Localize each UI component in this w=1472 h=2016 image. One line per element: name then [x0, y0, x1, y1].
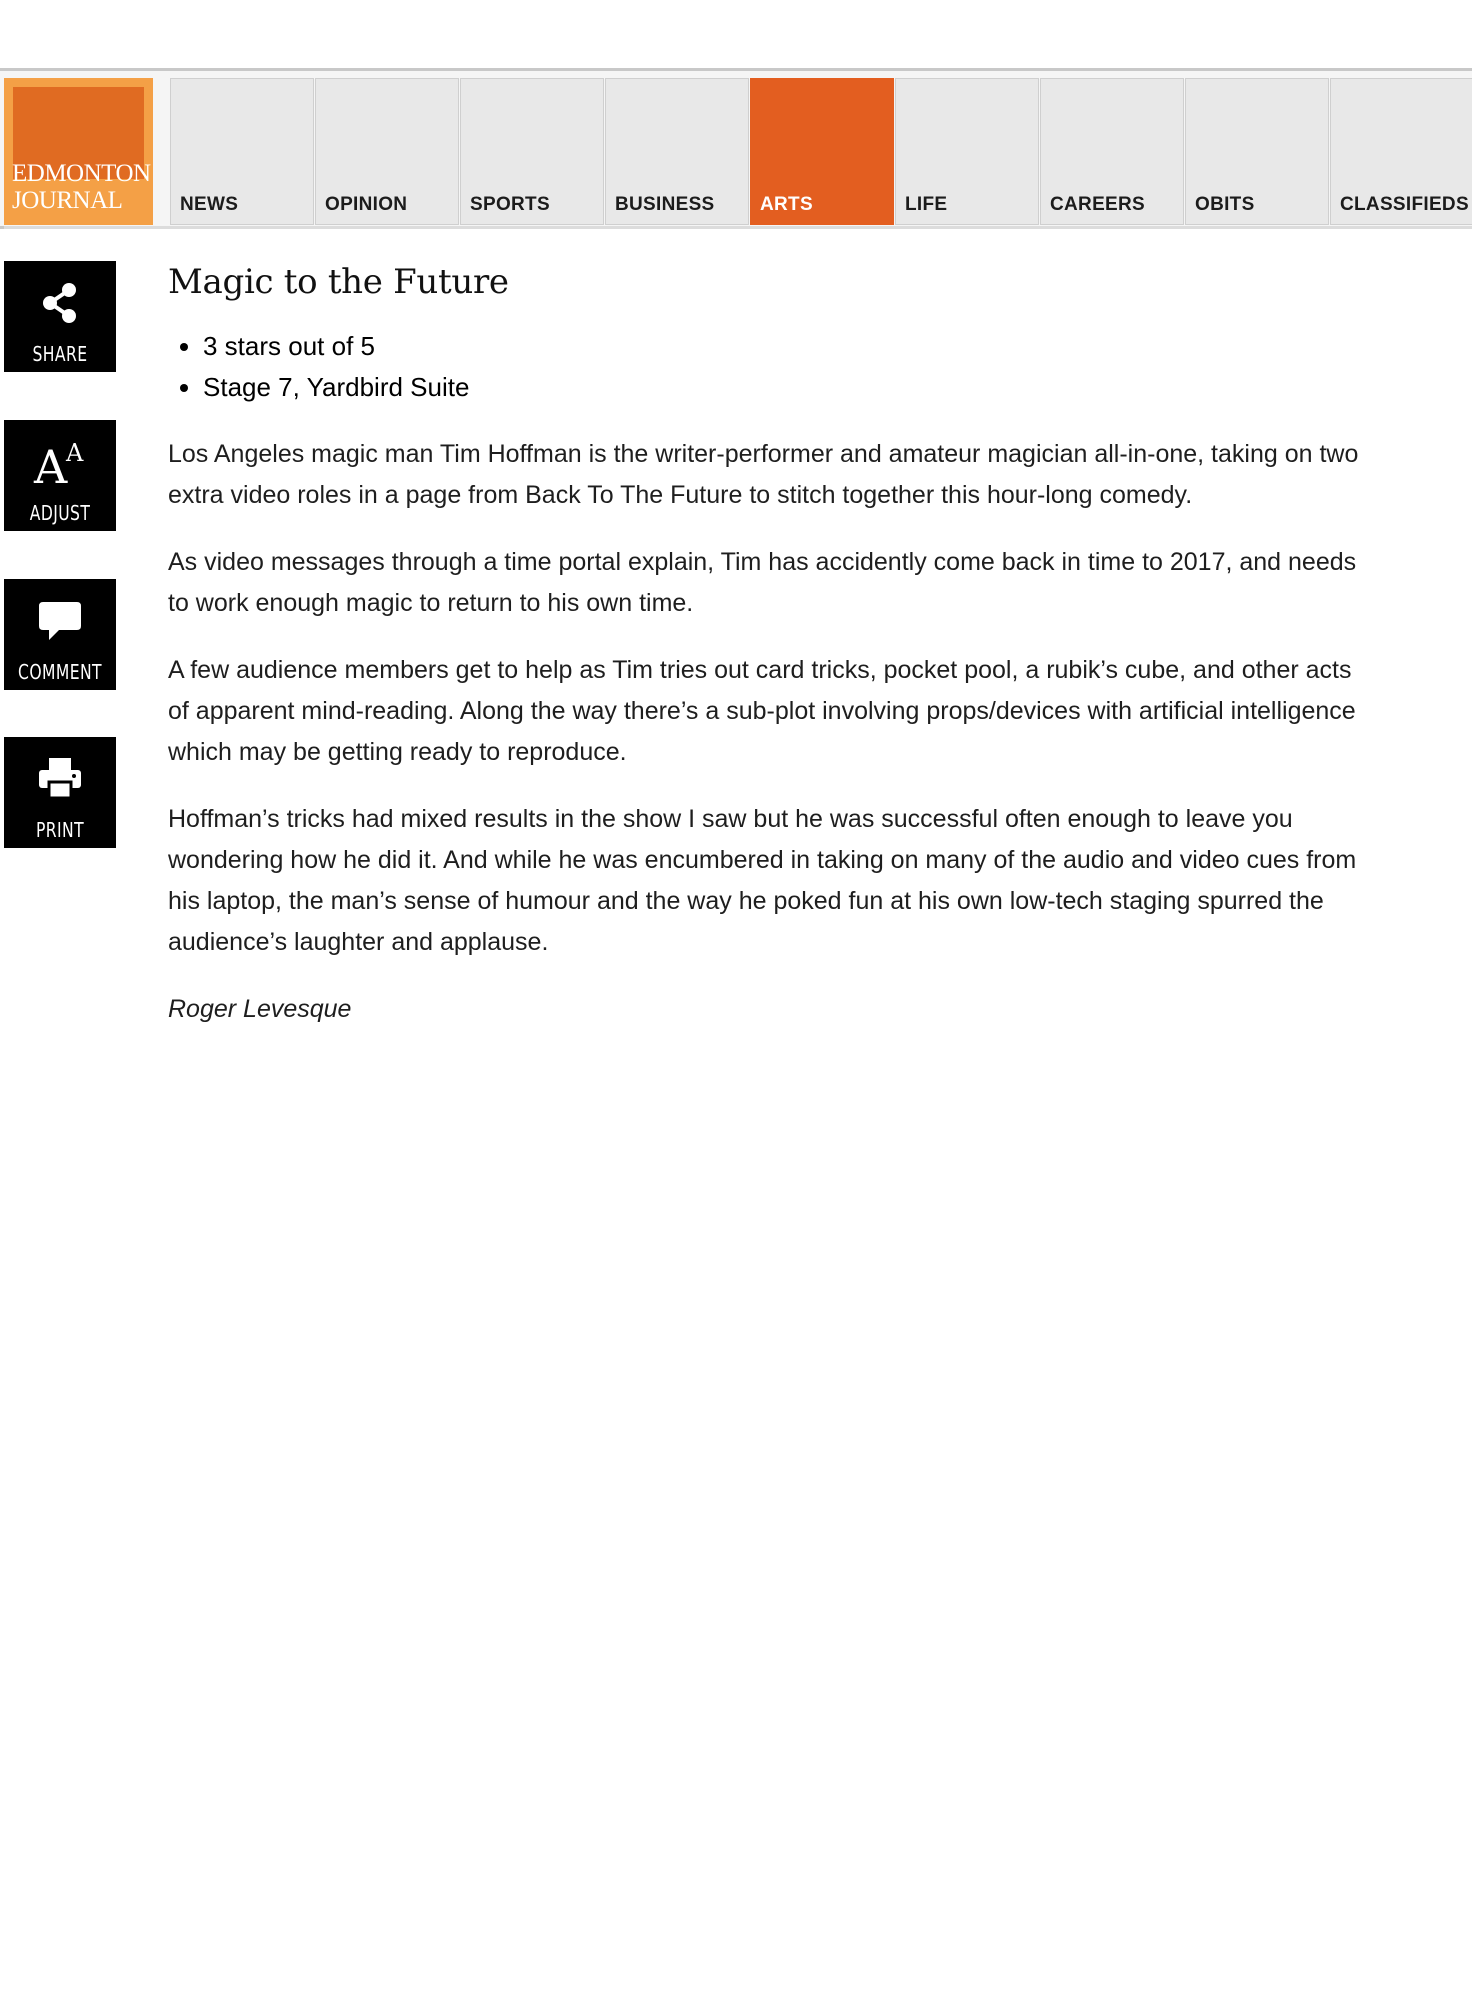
article-title: Magic to the Future [168, 262, 509, 302]
nav-item-news[interactable] [170, 78, 314, 225]
comment-button[interactable] [4, 579, 116, 690]
adjust-text-button[interactable] [4, 420, 116, 531]
logo-line-1: EDMONTON [12, 160, 151, 187]
nav-divider [4, 226, 1472, 229]
share-icon [4, 279, 116, 327]
logo-wordmark [12, 160, 152, 214]
venue-fact: • Stage 7, Yardbird Suite [203, 367, 1368, 408]
nav-item-classifieds[interactable] [1330, 78, 1472, 225]
nav-item-careers[interactable] [1040, 78, 1184, 225]
rating-fact: • 3 stars out of 5 [203, 326, 1368, 367]
nav-item-label: ARTS [760, 194, 813, 215]
article-paragraph: A few audience members get to help as Tim tries out card tricks, pocket pool, a rubik’s cube, and other acts of apparent mind-reading. Along the way there’s a sub-plot involving props/devices with artificial intelligence which may be getting ready to reproduce. [168, 656, 1356, 766]
nav-item-arts[interactable] [750, 78, 894, 225]
nav-item-label: NEWS [180, 194, 239, 215]
nav-item-label: SPORTS [470, 194, 550, 215]
nav-item-label: LIFE [905, 194, 948, 215]
nav-item-obits[interactable] [1185, 78, 1329, 225]
nav-item-opinion[interactable] [315, 78, 459, 225]
printer-icon [4, 755, 116, 803]
comment-label: COMMENT [18, 660, 102, 684]
nav-item-life[interactable] [895, 78, 1039, 225]
nav-item-business[interactable] [605, 78, 749, 225]
logo-line-2: JOURNAL [12, 187, 123, 214]
author-byline: Roger Levesque [168, 995, 352, 1023]
print-button[interactable] [4, 737, 116, 848]
adjust-label: ADJUST [29, 501, 91, 525]
speech-bubble-icon [4, 597, 116, 645]
nav-menu [170, 78, 1472, 225]
svg-text:A: A [34, 440, 68, 487]
print-label: PRINT [35, 818, 84, 842]
nav-item-label: OPINION [325, 194, 408, 215]
article-paragraph: Hoffman’s tricks had mixed results in the show I saw but he was successful often enough to leave you wondering how he did it. And while he was encumbered in taking on many of the audio and video cues from his laptop, the man’s sense of humour and the way he poked fun at his own low-tech staging spurred the audience’s laughter and applause. [168, 805, 1357, 956]
nav-item-label: CLASSIFIEDS [1340, 194, 1469, 215]
share-label: SHARE [32, 342, 88, 366]
article [168, 258, 1368, 1030]
edmonton-journal-logo[interactable] [4, 78, 153, 225]
share-button[interactable] [4, 261, 116, 372]
nav-item-label: BUSINESS [615, 194, 715, 215]
font-size-icon [4, 438, 116, 486]
svg-text:A: A [66, 439, 84, 467]
article-paragraph: As video messages through a time portal explain, Tim has accidently come back in time to 2017, and needs to work enough magic to return to his own time. [168, 548, 1357, 617]
nav-item-label: OBITS [1195, 194, 1255, 215]
review-facts-list [168, 326, 1368, 408]
nav-item-sports[interactable] [460, 78, 604, 225]
nav-item-label: CAREERS [1050, 194, 1146, 215]
top-navigation-bar [0, 68, 1472, 229]
article-paragraph: Los Angeles magic man Tim Hoffman is the writer-performer and amateur magician all-in-one, taking on two extra video roles in a page from Back To The Future to stitch together this hour-long comedy. [168, 440, 1359, 509]
article-body [168, 434, 1368, 963]
